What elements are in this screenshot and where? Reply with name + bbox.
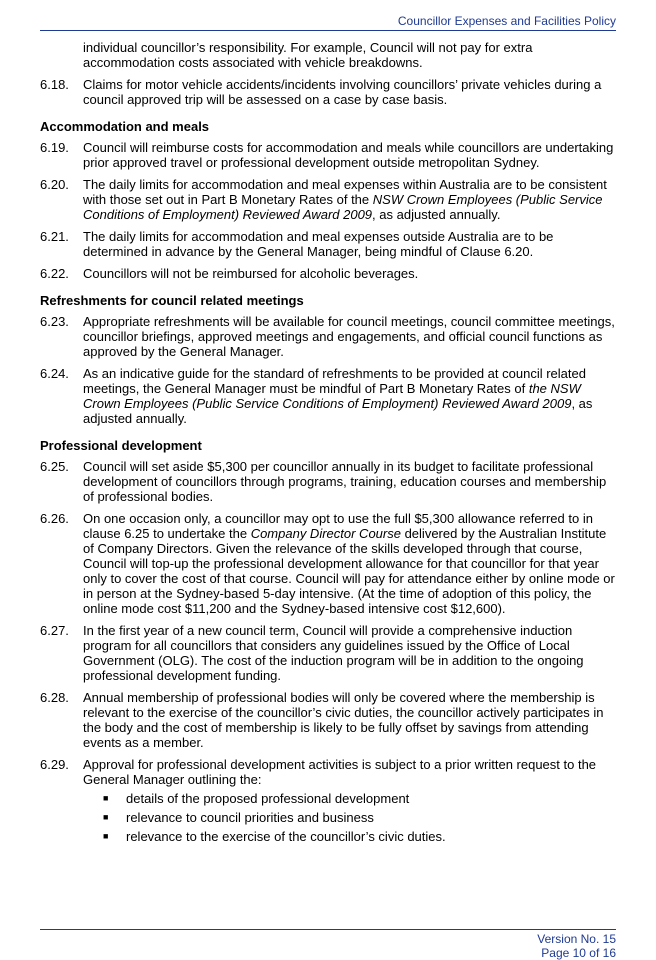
clause-6-27 (40, 623, 616, 683)
clause-number: 6.19. (40, 140, 69, 155)
clause-6-20 (40, 177, 616, 222)
list-item (83, 810, 616, 825)
award-title: NSW Crown Employees (Public Service Conditions of Employment) Reviewed Award 2009 (83, 192, 603, 222)
header-rule (40, 30, 616, 31)
list-item (83, 829, 616, 844)
clause-number: 6.18. (40, 77, 69, 92)
clause-6-24 (40, 366, 616, 426)
list-item-text: details of the proposed professional development (126, 791, 410, 806)
list-item-text: relevance to the exercise of the councillor’s civic duties. (126, 829, 446, 844)
clause-number: 6.27. (40, 623, 69, 638)
square-bullet-icon: ■ (103, 793, 109, 803)
clause-text-part: As an indicative guide for the standard of refreshments to be provided at council related meetings, the General Manager must be mindful of Part B Monetary Rates of (83, 366, 586, 396)
clause-text-part: The daily limits for accommodation and meal expenses within Australia are to be consistent with those set out in Part B Monetary Rates of the (83, 177, 607, 207)
list-item (83, 791, 616, 806)
clause-number: 6.23. (40, 314, 69, 329)
square-bullet-icon: ■ (103, 812, 109, 822)
clause-text-part: , as adjusted annually. (372, 207, 501, 222)
clause-6-18 (40, 77, 616, 107)
clause-6-25 (40, 459, 616, 504)
section-heading-professional-development: Professional development (40, 438, 202, 453)
section-heading-refreshments: Refreshments for council related meetings (40, 293, 304, 308)
clause-6-21 (40, 229, 616, 259)
running-footer (40, 932, 616, 960)
clause-6-28 (40, 690, 616, 750)
clause-text: Claims for motor vehicle accidents/incidents involving councillors’ private vehicles during a council approved trip will be assessed on a case by case basis. (83, 77, 602, 107)
clause-number: 6.22. (40, 266, 69, 281)
version-number: Version No. 15 (537, 932, 616, 946)
page-number: Page 10 of 16 (541, 946, 616, 960)
document-body (40, 40, 616, 855)
clause-number: 6.25. (40, 459, 69, 474)
clause-text: Annual membership of professional bodies will only be covered where the membership is relevant to the exercise of the councillor’s civic duties, the councillor actively participates in the body and the cost of membership is likely to be fully offset by savings from attending events as a member. (83, 690, 604, 750)
clause-number: 6.26. (40, 511, 69, 526)
clause-text: Approval for professional development activities is subject to a prior written request to the General Manager outlining the: (83, 757, 597, 787)
clause-text: The daily limits for accommodation and meal expenses outside Australia are to be determined in advance by the General Manager, being mindful of Clause 6.20. (83, 229, 554, 259)
clause-text-part: delivered by the Australian Institute of Company Directors. Given the relevance of the skills developed through that course, Council will top-up the professional development allowance for that councillor for that year only to cover the cost of that course. Council will pay for attendance either by online mode or in person at the Sydney-based 5-day intensive. (At the time of adoption of this policy, the online mode cost $11,200 and the Sydney-based intensive cost $12,600). (83, 526, 615, 616)
header-title: Councillor Expenses and Facilities Policy (397, 14, 616, 28)
clause-6-22 (40, 266, 616, 281)
square-bullet-icon: ■ (103, 831, 109, 841)
clause-text (83, 177, 616, 222)
clause-text-part: , as adjusted annually. (83, 396, 593, 426)
clause-number: 6.20. (40, 177, 69, 192)
clause-number: 6.21. (40, 229, 69, 244)
footer-rule (40, 929, 616, 930)
clause-text-part: On one occasion only, a councillor may opt to use the full $5,300 allowance referred to in clause 6.25 to undertake the (83, 511, 593, 541)
clause-number: 6.28. (40, 690, 69, 705)
clause-body (83, 757, 616, 848)
clause-text (83, 366, 616, 426)
clause-6-29 (40, 757, 616, 848)
list-item-text: relevance to council priorities and business (126, 810, 374, 825)
clause-text: Appropriate refreshments will be available for council meetings, council committee meetings, councillor briefings, approved meetings and engagements, and official council functions as approved by the General Manager. (83, 314, 615, 359)
clause-text: Councillors will not be reimbursed for alcoholic beverages. (83, 266, 419, 281)
clause-number: 6.24. (40, 366, 69, 381)
bullet-list (83, 791, 616, 844)
clause-text: Council will set aside $5,300 per councillor annually in its budget to facilitate professional development of councillors through programs, training, education courses and membership of professional bodies. (83, 459, 607, 504)
section-heading-accommodation: Accommodation and meals (40, 119, 210, 134)
running-header (40, 14, 616, 30)
clause-6-23 (40, 314, 616, 359)
clause-text: Council will reimburse costs for accommodation and meals while councillors are undertaking prior approved travel or professional development outside metropolitan Sydney. (83, 140, 614, 170)
intro-continuation: individual councillor’s responsibility. For example, Council will not pay for extra accommodation costs associated with vehicle breakdowns. (83, 40, 533, 70)
clause-number: 6.29. (40, 757, 69, 772)
course-name: Company Director Course (250, 526, 401, 541)
clause-6-19 (40, 140, 616, 170)
clause-text: In the first year of a new council term, Council will provide a comprehensive induction program for all councillors that considers any guidelines issued by the Office of Local Government (OLG). The cost of the induction program will be in addition to the ongoing professional development funding. (83, 623, 584, 683)
clause-text (83, 511, 616, 616)
clause-6-26 (40, 511, 616, 616)
award-title: the NSW Crown Employees (Public Service Conditions of Employment) Reviewed Award 2009 (83, 381, 581, 411)
